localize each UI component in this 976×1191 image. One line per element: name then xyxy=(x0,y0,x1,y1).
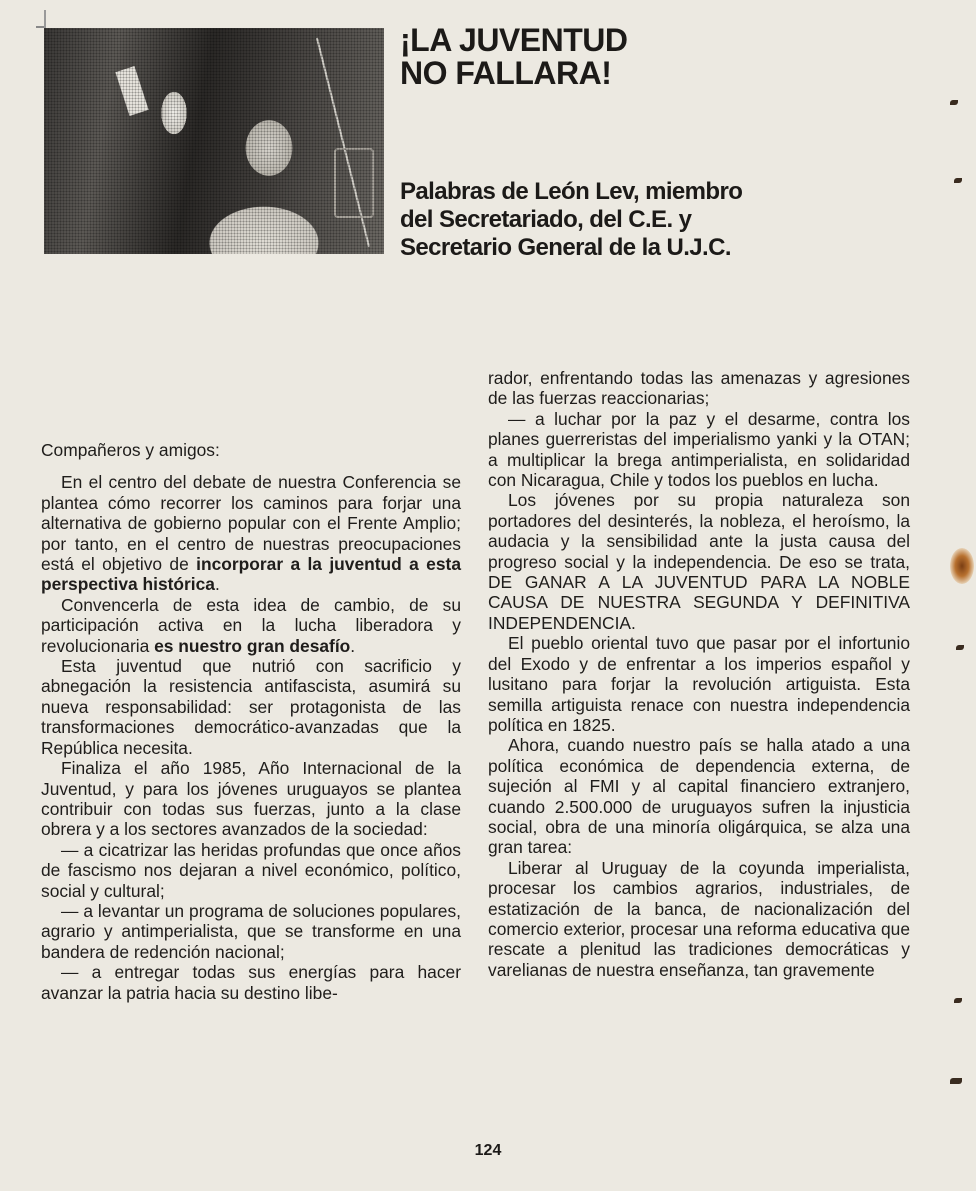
margin-speck xyxy=(954,178,962,183)
paragraph-2-bold: es nuestro gran desafío xyxy=(154,635,351,656)
paragraph-8: — a luchar por la paz y el desarme, contra los planes guerreristas del imperialismo yanki y la OTAN; a multiplicar la brega antimperialista, en solidaridad con Nicaragua, Chile y todos los pueblos en lucha. xyxy=(488,408,910,491)
subtitle-line-2: del Secretariado, del C.E. y xyxy=(400,206,692,233)
left-column xyxy=(41,440,461,1003)
right-column xyxy=(488,368,910,980)
subtitle-line-3: Secretario General de la U.J.C. xyxy=(400,234,731,261)
paragraph-1-bold: incorporar a la juventud a esta perspectiva histórica xyxy=(41,554,461,595)
paragraph-3: Esta juventud que nutrió con sacrificio y abnegación la resistencia antifascista, asumirá su nueva responsabilidad: ser protagonista de las transformaciones democrático-avanzadas que la República necesita. xyxy=(41,656,461,758)
raised-card xyxy=(115,66,148,116)
paragraph-1 xyxy=(41,472,461,594)
page-number: 124 xyxy=(474,1142,502,1159)
paragraph-4: Finaliza el año 1985, Año Internacional de la Juventud, y para los jóvenes uruguayos se plantea contribuir con todas sus fuerzas, junto a la clase obrera y a los sectores avanzados de la sociedad: xyxy=(41,758,461,840)
paragraph-5: — a cicatrizar las heridas profundas que once años de fascismo nos dejaran a nivel económico, político, social y cultural; xyxy=(41,839,461,901)
paragraph-2 xyxy=(41,595,461,656)
crop-mark-vertical xyxy=(44,10,46,30)
speaker-photo xyxy=(44,28,384,254)
paragraph-12: Liberar al Uruguay de la coyunda imperialista, procesar los cambios agrarios, industriales, de estatización de la banca, de nacionalización del comercio exterior, procesar una reforma educativa que rescate a plenitud las tradiciones democráticas y varelianas de nuestra enseñanza, tan gravemente xyxy=(488,857,910,980)
margin-speck xyxy=(950,100,958,105)
subtitle-line-1: Palabras de León Lev, miembro xyxy=(400,178,743,205)
paper-stain xyxy=(950,548,974,584)
paragraph-2-text: Convencerla de esta idea de cambio, de su participación activa en la lucha liberadora y revolucionaria xyxy=(41,594,461,656)
water-glass xyxy=(334,148,374,218)
margin-speck xyxy=(956,645,964,650)
article-subtitle xyxy=(400,178,820,262)
paragraph-10: El pueblo oriental tuvo que pasar por el infortunio del Exodo y de enfrentar a los imperios español y lusitano para forjar la revolución artiguista. Esta semilla artiguista renace con nuestra independencia política en 1825. xyxy=(488,633,910,735)
paragraph-7: — a entregar todas sus energías para hacer avanzar la patria hacia su destino libe- xyxy=(41,962,461,1003)
paragraph-9: Los jóvenes por su propia naturaleza son portadores del desinterés, la nobleza, el heroísmo, la audacia y la sensibilidad ante la justa causa del progreso social y la independencia. De eso se trata, DE GANAR A LA JUVENTUD PARA LA NOBLE CAUSA DE NUESTRA SEGUNDA Y DEFINITIVA INDEPENDENCIA. xyxy=(488,490,910,633)
paragraph-continued: rador, enfrentando todas las amenazas y agresiones de las fuerzas reaccionarias; xyxy=(488,368,910,409)
article-title xyxy=(400,24,760,90)
paragraph-11: Ahora, cuando nuestro país se halla atado a una política económica de dependencia externa, de sujeción al FMI y al capital financiero extranjero, cuando 2.500.000 de uruguayos sufren la injusticia social, obra de una minoría oligárquica, se alza una gran tarea: xyxy=(488,735,910,858)
paragraph-1-end: . xyxy=(214,574,220,595)
margin-speck xyxy=(954,998,962,1003)
paragraph-1-text: En el centro del debate de nuestra Conferencia se plantea cómo recorrer los caminos para forjar una alternativa de gobierno popular con el Frente Amplio; por tanto, en el centro de nuestras preocupaciones está el objetivo de xyxy=(41,472,461,575)
paragraph-6: — a levantar un programa de soluciones populares, agrario y antimperialista, que se transforme en una bandera de redención nacional; xyxy=(41,900,461,962)
greeting: Compañeros y amigos: xyxy=(41,440,220,460)
microphone-stand xyxy=(316,38,370,247)
title-line-1: ¡LA JUVENTUD xyxy=(400,22,628,58)
margin-speck xyxy=(950,1078,962,1084)
title-line-2: NO FALLARA! xyxy=(400,55,612,91)
paragraph-2-end: . xyxy=(350,635,356,656)
